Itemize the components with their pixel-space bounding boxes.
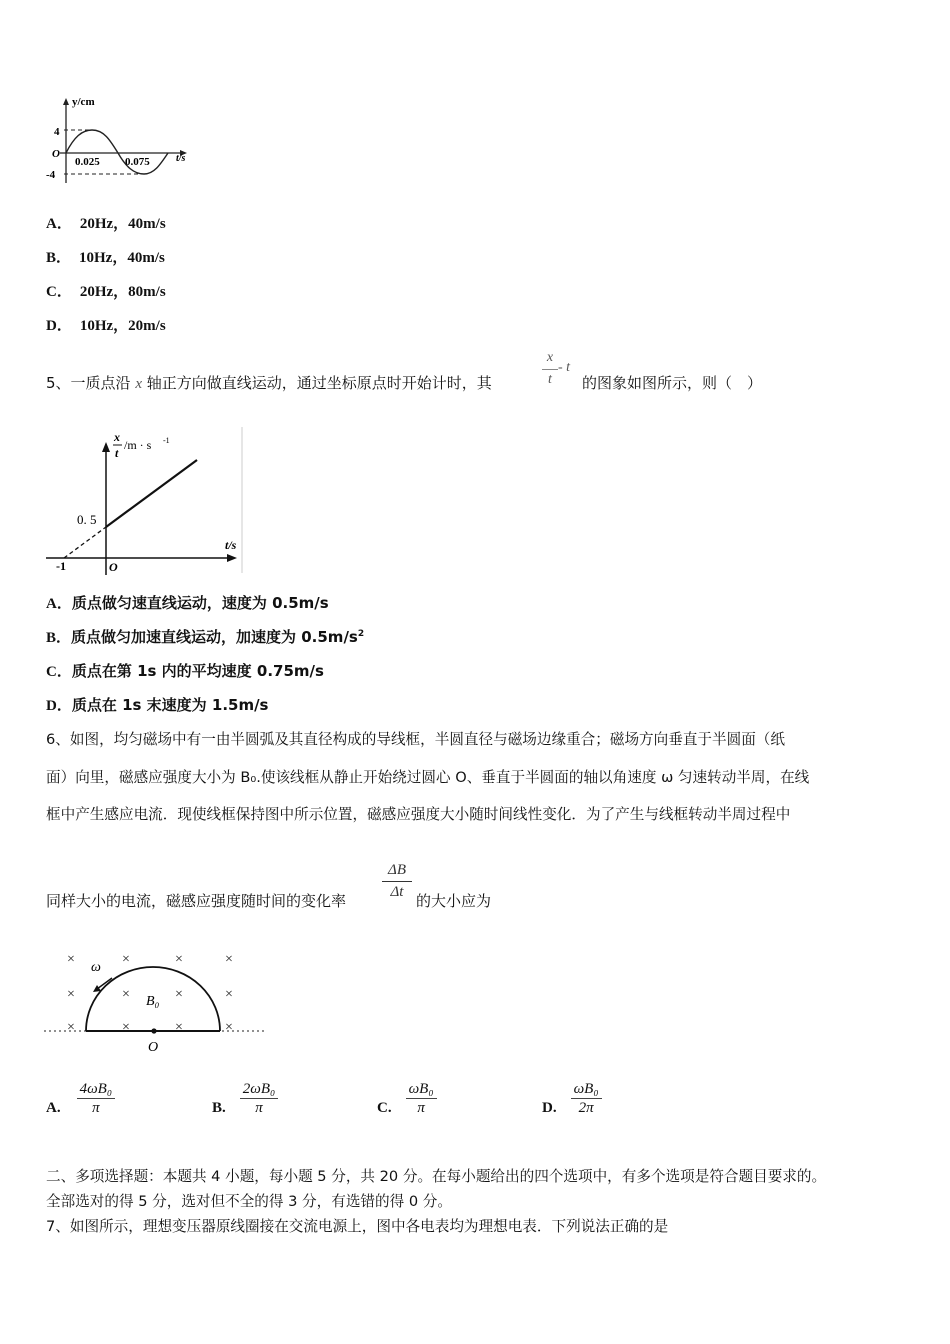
q6-rate-frac: ΔB Δt [382,862,412,901]
q4-option-a[interactable]: A． 20Hz，40m/s [46,216,166,232]
x-tick-0025: 0.025 [75,156,100,168]
q6-stem-line-3: 框中产生感应电流．现使线框保持图中所示位置，磁感应强度大小随时间线性变化．为了产生与线框转动半周过程中 [46,806,791,823]
svg-text:×: × [175,987,183,1002]
y-axis-unit: /m · s [124,438,152,452]
x-axis-label: t/s [176,153,186,164]
svg-text:×: × [122,952,130,967]
svg-text:×: × [122,1020,130,1035]
y-axis-label-den: t [115,446,119,460]
q4-option-b[interactable]: B． 10Hz，40m/s [46,250,165,266]
q6-stem-line-4-prefix: 同样大小的电流，磁感应强度随时间的变化率 [46,892,347,910]
q5-stem: 5、一质点沿 x 轴正方向做直线运动，通过坐标原点时开始计时，其 [46,374,492,392]
y-axis-label-num: x [114,430,120,444]
semicircle-figure [42,945,267,1057]
x-tick-0075: 0.075 [125,156,150,168]
y-tick-4: 4 [54,126,60,138]
q5-frac-suffix: - t [558,360,571,375]
q5-option-c[interactable]: C．质点在第 1s 内的平均速度 0.75m/s [46,662,324,680]
omega-label: ω [91,960,101,975]
svg-text:×: × [175,952,183,967]
svg-text:×: × [225,987,233,1002]
q6-option-d[interactable]: D. $\frac{\text{ωB₀}}{2\pi}$ [542,1080,602,1117]
section2-instructions-line-2: 全部选对的得 5 分，选对但不全的得 3 分，有选错的得 0 分。 [46,1193,452,1210]
svg-text:×: × [67,1020,75,1035]
xt-graph [42,425,247,575]
q6-option-c[interactable]: C. $\frac{\text{ωB₀}}{\pi}$ [377,1080,437,1117]
section2-instructions-line-1: 二、多项选择题：本题共 4 小题，每小题 5 分，共 20 分。在每小题给出的四个选项中，有多个选项是符合题目要求的。 [46,1168,827,1185]
q5-option-d[interactable]: D．质点在 1s 末速度为 1.5m/s [46,696,269,714]
y-tick-neg4: -4 [46,169,56,181]
svg-text:×: × [225,952,233,967]
svg-text:×: × [67,987,75,1002]
q4-option-c[interactable]: C． 20Hz，80m/s [46,284,166,300]
q6-option-b[interactable]: B. $\frac{\text{2ωB₀}}{\pi}$ [212,1080,278,1117]
q6-stem-line-2: 面）向里，磁感应强度大小为 B₀.使该线框从静止开始绕过圆心 O、垂直于半圆面的轴以角速度 ω 匀速转动半周，在线 [46,769,810,786]
origin-label: O [109,560,118,574]
q5-stem-suffix: 的图象如图所示，则（ ） [582,374,763,392]
q7-stem: 7、如图所示，理想变压器原线圈接在交流电源上，图中各电表均为理想电表．下列说法正确的是 [46,1218,669,1235]
y-tick-05: 0. 5 [77,512,97,527]
y-axis-unit-exp: -1 [163,436,170,445]
x-tick-neg1: -1 [56,559,66,573]
x-axis-label: t/s [225,538,237,552]
q6-stem-line-1: 6、如图，均匀磁场中有一由半圆弧及其直径构成的导线框，半圆直径与磁场边缘重合；磁场方向垂直于半圆面（纸 [46,731,785,748]
svg-text:×: × [67,952,75,967]
center-label: O [148,1040,159,1055]
q4-option-d[interactable]: D． 10Hz，20m/s [46,318,166,334]
q5-option-a[interactable]: A．质点做匀速直线运动，速度为 0.5m/s [46,594,329,612]
q6-option-a[interactable]: A. $\frac{\text{4ωB₀}}{\pi}$ [46,1080,115,1117]
q5-frac: x t [540,350,560,388]
wave-graph [42,95,197,187]
origin-label: O [52,148,60,160]
svg-text:×: × [175,1020,183,1035]
q5-option-b[interactable]: B．质点做匀加速直线运动，加速度为 $0.5m/s^2$ [46,628,365,646]
svg-text:×: × [225,1020,233,1035]
field-label: B₀ [146,994,160,1009]
q6-stem-line-4-suffix: 的大小应为 [416,892,492,910]
y-axis-label: y/cm [72,96,95,108]
svg-text:×: × [122,987,130,1002]
